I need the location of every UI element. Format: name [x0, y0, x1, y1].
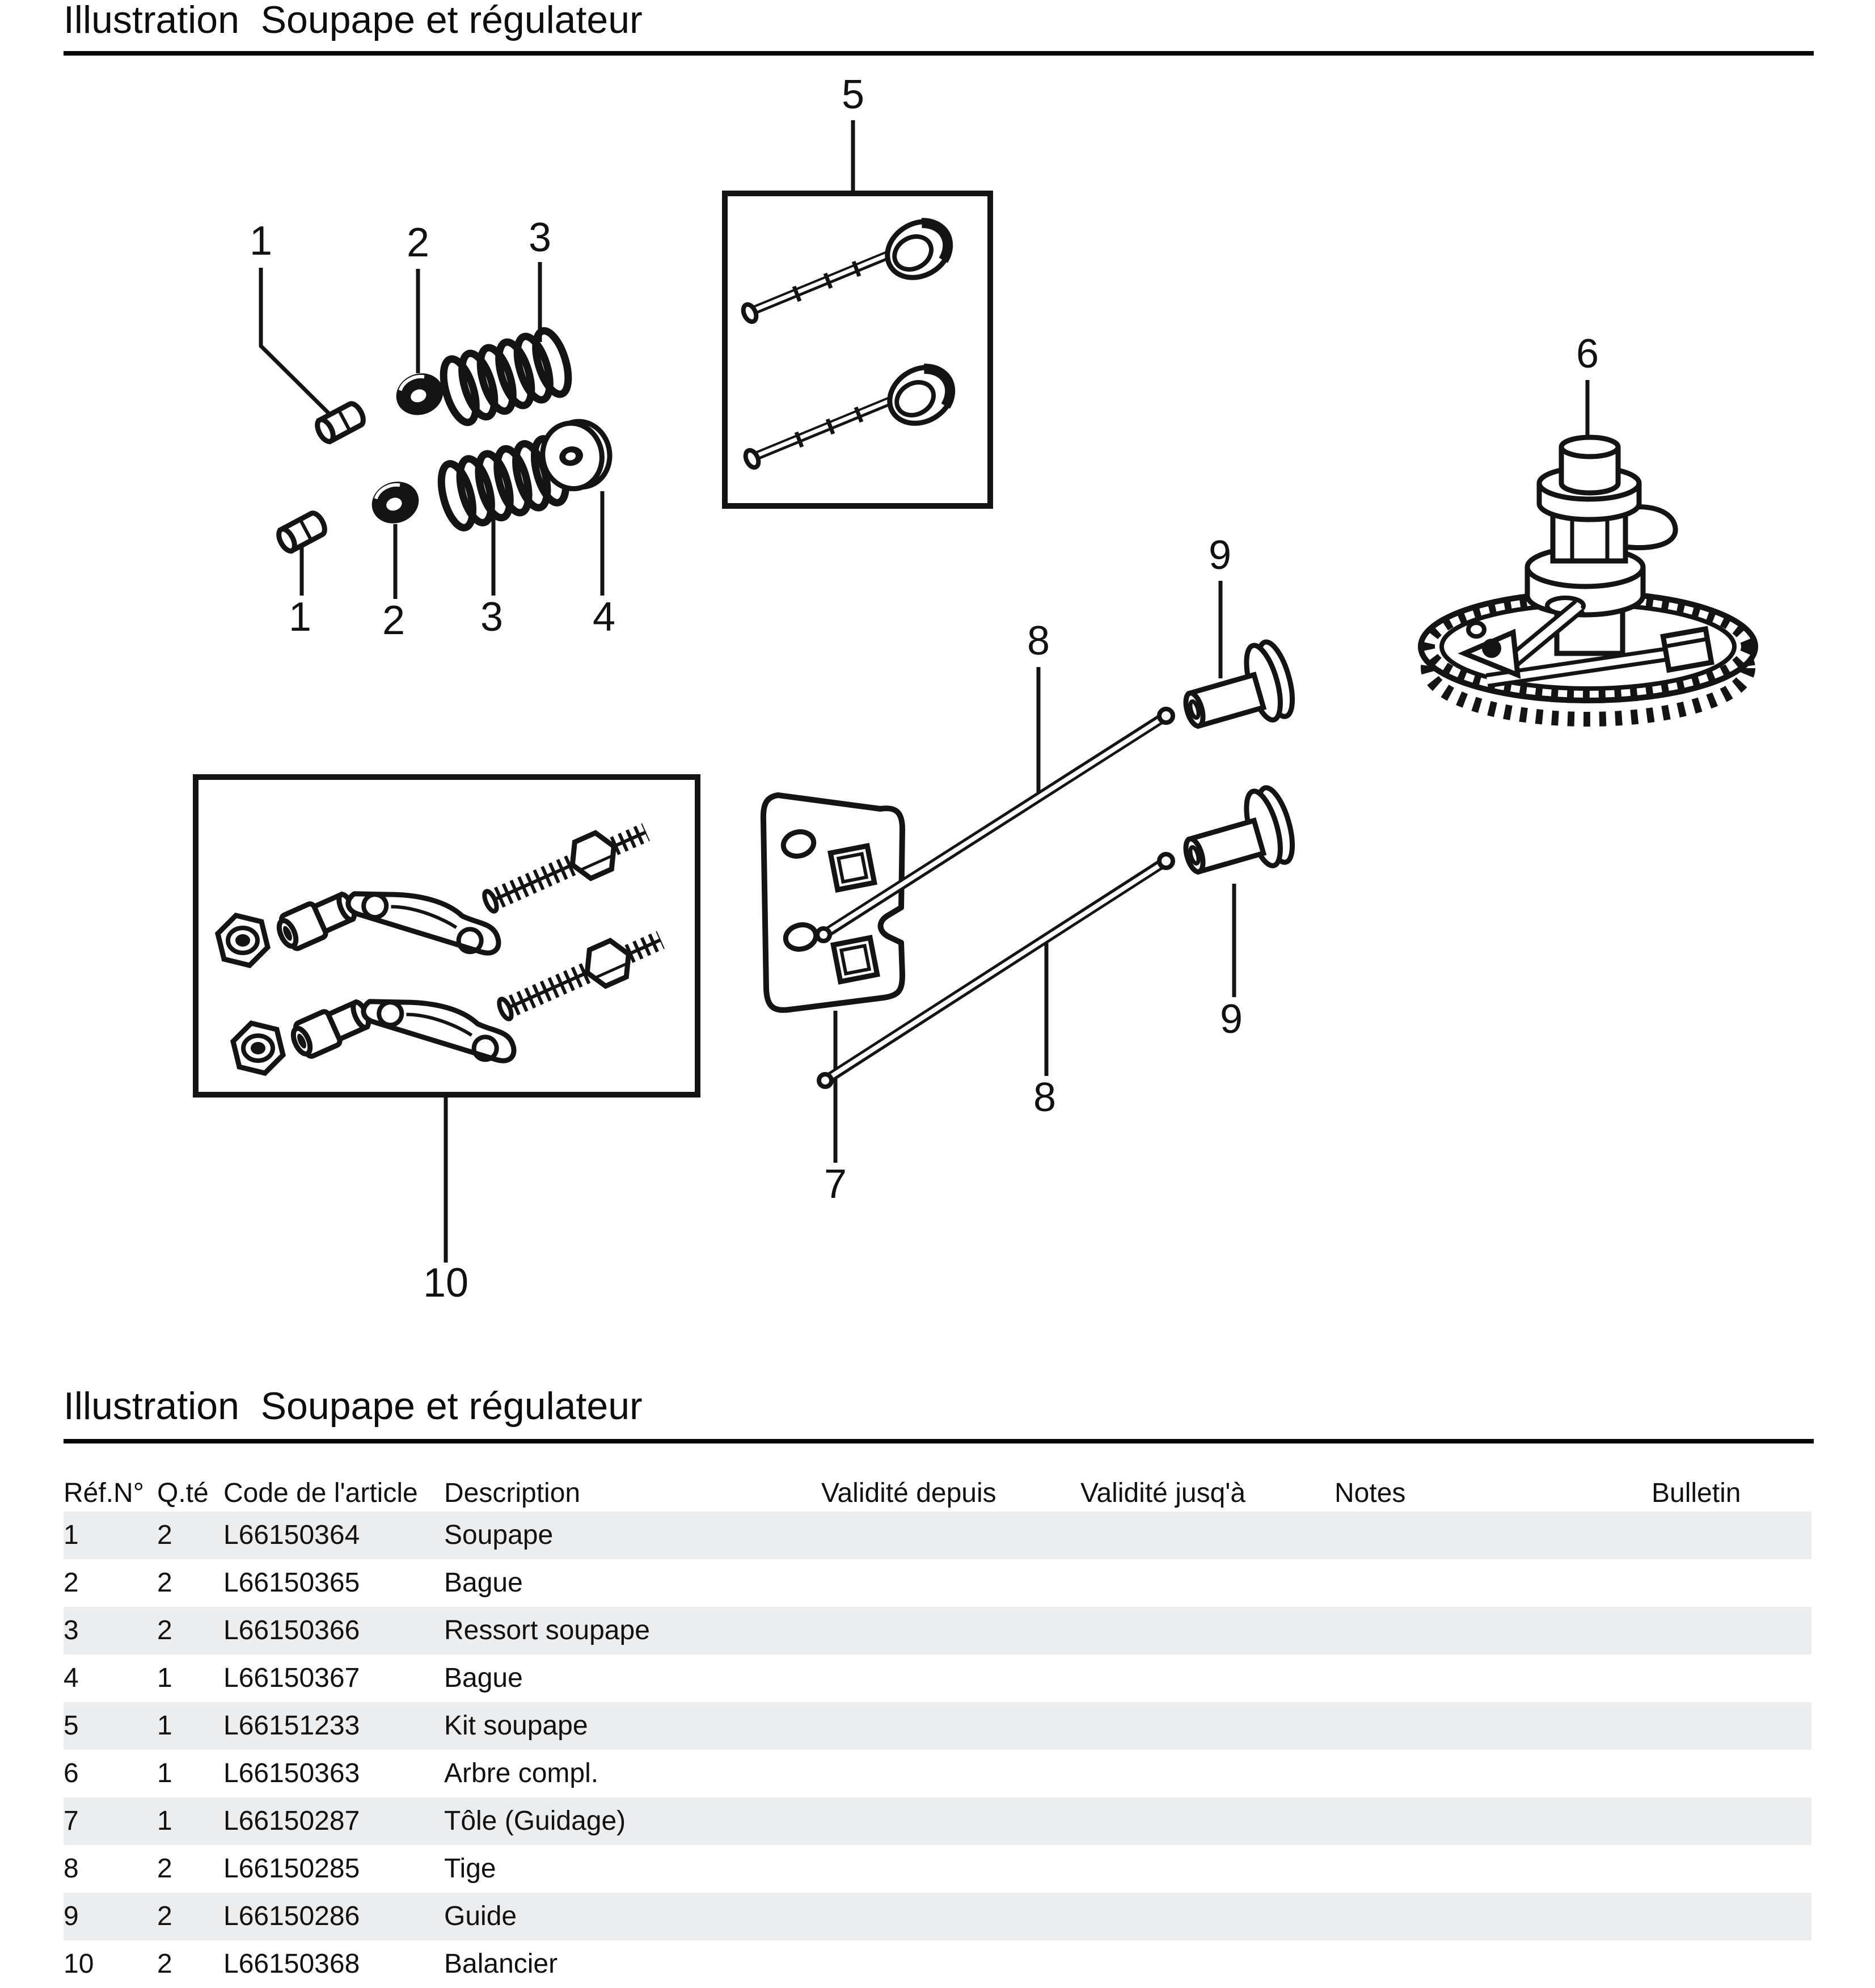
cell-description: Kit soupape — [444, 1711, 588, 1741]
cell-code: L66150364 — [223, 1520, 360, 1550]
cell-bulletin — [1652, 1750, 1811, 1797]
cell-qty: 1 — [157, 1806, 172, 1836]
table-row — [64, 1654, 1811, 1702]
valve-part5-upper — [741, 210, 960, 324]
cell-ref: 6 — [64, 1758, 79, 1788]
cell-valid-from — [821, 1893, 1080, 1940]
table-row — [64, 1512, 1811, 1559]
cell-description: Arbre compl. — [444, 1758, 599, 1788]
cell-code: L66150366 — [223, 1615, 360, 1645]
header-code: Code de l'article — [223, 1478, 418, 1508]
cell-bulletin — [1652, 1940, 1811, 1988]
cell-bulletin — [1652, 1702, 1811, 1750]
valve-part5-lower — [743, 356, 962, 470]
cell-qty: 1 — [157, 1663, 172, 1693]
cell-valid-from — [821, 1559, 1080, 1607]
cell-description: Balancier — [444, 1949, 558, 1979]
cell-ref: 8 — [64, 1854, 79, 1884]
table-row — [64, 1702, 1811, 1750]
callout-6: 6 — [1576, 331, 1599, 377]
table-row — [64, 1893, 1811, 1940]
cell-notes — [1335, 1893, 1652, 1940]
cell-ref: 3 — [64, 1615, 79, 1645]
cell-description: Bague — [444, 1568, 523, 1598]
camshaft-assembly-part6 — [1421, 437, 1755, 719]
cell-code: L66150363 — [223, 1758, 360, 1788]
cell-valid-from — [821, 1607, 1080, 1654]
cell-bulletin — [1652, 1607, 1811, 1654]
cell-ref: 1 — [64, 1520, 79, 1550]
callout-2-upper: 2 — [406, 220, 430, 265]
valve-cap-part1-lower — [276, 510, 328, 554]
cell-valid-to — [1080, 1512, 1335, 1559]
callout-5: 5 — [841, 72, 865, 117]
cell-bulletin — [1652, 1559, 1811, 1607]
cell-valid-to — [1080, 1654, 1335, 1702]
callout-4: 4 — [592, 594, 616, 640]
cell-valid-from — [821, 1845, 1080, 1893]
callout-9-lower: 9 — [1219, 997, 1243, 1042]
cell-notes — [1335, 1940, 1652, 1988]
header-valid-to: Validité jusq'à — [1080, 1478, 1246, 1508]
cell-notes — [1335, 1559, 1652, 1607]
cell-valid-to — [1080, 1607, 1335, 1654]
cell-description: Bague — [444, 1663, 523, 1693]
rocker-kit-contents — [218, 814, 669, 1073]
cell-qty: 2 — [157, 1949, 172, 1979]
cell-valid-from — [821, 1512, 1080, 1559]
cell-notes — [1335, 1797, 1652, 1845]
table-row — [64, 1940, 1811, 1988]
cell-notes — [1335, 1702, 1652, 1750]
cell-qty: 2 — [157, 1568, 172, 1598]
cell-valid-to — [1080, 1845, 1335, 1893]
callout-8-upper: 8 — [1027, 618, 1050, 664]
cell-description: Tige — [444, 1854, 496, 1884]
cell-ref: 4 — [64, 1663, 79, 1693]
cell-valid-from — [821, 1940, 1080, 1988]
cell-valid-from — [821, 1702, 1080, 1750]
cell-valid-from — [821, 1654, 1080, 1702]
cell-bulletin — [1652, 1797, 1811, 1845]
table-row — [64, 1750, 1811, 1797]
cell-bulletin — [1652, 1845, 1811, 1893]
cell-ref: 9 — [64, 1901, 79, 1931]
callout-1-lower: 1 — [288, 594, 312, 640]
table-header-row — [64, 1476, 1811, 1511]
cell-valid-from — [821, 1750, 1080, 1797]
table-row — [64, 1797, 1811, 1845]
cell-bulletin — [1652, 1654, 1811, 1702]
callout-7: 7 — [824, 1162, 847, 1207]
cell-valid-to — [1080, 1559, 1335, 1607]
table-row — [64, 1845, 1811, 1893]
cell-qty: 2 — [157, 1854, 172, 1884]
cell-code: L66150286 — [223, 1901, 360, 1931]
header-bulletin: Bulletin — [1652, 1478, 1741, 1508]
cell-description: Guide — [444, 1901, 517, 1931]
cell-code: L66150368 — [223, 1949, 360, 1979]
cell-ref: 10 — [64, 1949, 94, 1979]
cell-valid-to — [1080, 1702, 1335, 1750]
cell-ref: 2 — [64, 1568, 79, 1598]
callout-3-upper: 3 — [528, 215, 552, 260]
header-ref: Réf.N° — [64, 1478, 144, 1508]
table-body — [64, 1512, 1811, 1988]
cell-valid-from — [821, 1797, 1080, 1845]
table-row — [64, 1607, 1811, 1654]
cell-valid-to — [1080, 1750, 1335, 1797]
cell-qty: 1 — [157, 1758, 172, 1788]
header-valid-from: Validité depuis — [821, 1478, 996, 1508]
parts-table — [64, 1476, 1811, 1988]
callout-1-upper: 1 — [249, 218, 273, 264]
cell-valid-to — [1080, 1893, 1335, 1940]
callout-3-lower: 3 — [480, 594, 504, 640]
callout-8-lower: 8 — [1033, 1075, 1057, 1120]
cell-ref: 7 — [64, 1806, 79, 1836]
cell-qty: 2 — [157, 1901, 172, 1931]
cell-notes — [1335, 1512, 1652, 1559]
table-row — [64, 1559, 1811, 1607]
callout-leader-lines — [261, 120, 1587, 1263]
page-title: Illustration Soupape et régulateur — [64, 0, 643, 41]
cell-notes — [1335, 1654, 1652, 1702]
cell-description: Ressort soupape — [444, 1615, 650, 1645]
header-notes: Notes — [1335, 1478, 1406, 1508]
cell-notes — [1335, 1845, 1652, 1893]
ring-part2-lower — [366, 475, 425, 530]
cell-bulletin — [1652, 1893, 1811, 1940]
spring-part3-upper — [437, 327, 575, 427]
table-title-rule — [64, 1439, 1814, 1443]
rod-guide-part9-lower — [1175, 784, 1299, 888]
cell-ref: 5 — [64, 1711, 79, 1741]
cell-notes — [1335, 1607, 1652, 1654]
header-qty: Q.té — [157, 1478, 209, 1508]
cell-code: L66150285 — [223, 1854, 360, 1884]
table-title: Illustration Soupape et régulateur — [64, 1385, 643, 1428]
cell-code: L66150365 — [223, 1568, 360, 1598]
header-description: Description — [444, 1478, 581, 1508]
cell-description: Soupape — [444, 1520, 554, 1550]
cell-qty: 2 — [157, 1615, 172, 1645]
callout-10: 10 — [423, 1260, 469, 1306]
cell-bulletin — [1652, 1512, 1811, 1559]
cell-valid-to — [1080, 1797, 1335, 1845]
cell-description: Tôle (Guidage) — [444, 1806, 626, 1836]
cell-code: L66150287 — [223, 1806, 360, 1836]
cell-qty: 1 — [157, 1711, 172, 1741]
cell-code: L66150367 — [223, 1663, 360, 1693]
cell-valid-to — [1080, 1940, 1335, 1988]
cell-code: L66151233 — [223, 1711, 360, 1741]
cell-notes — [1335, 1750, 1652, 1797]
callout-9-upper: 9 — [1208, 533, 1232, 578]
cell-qty: 2 — [157, 1520, 172, 1550]
callout-2-lower: 2 — [382, 598, 406, 643]
rod-guide-part9-upper — [1175, 639, 1299, 742]
